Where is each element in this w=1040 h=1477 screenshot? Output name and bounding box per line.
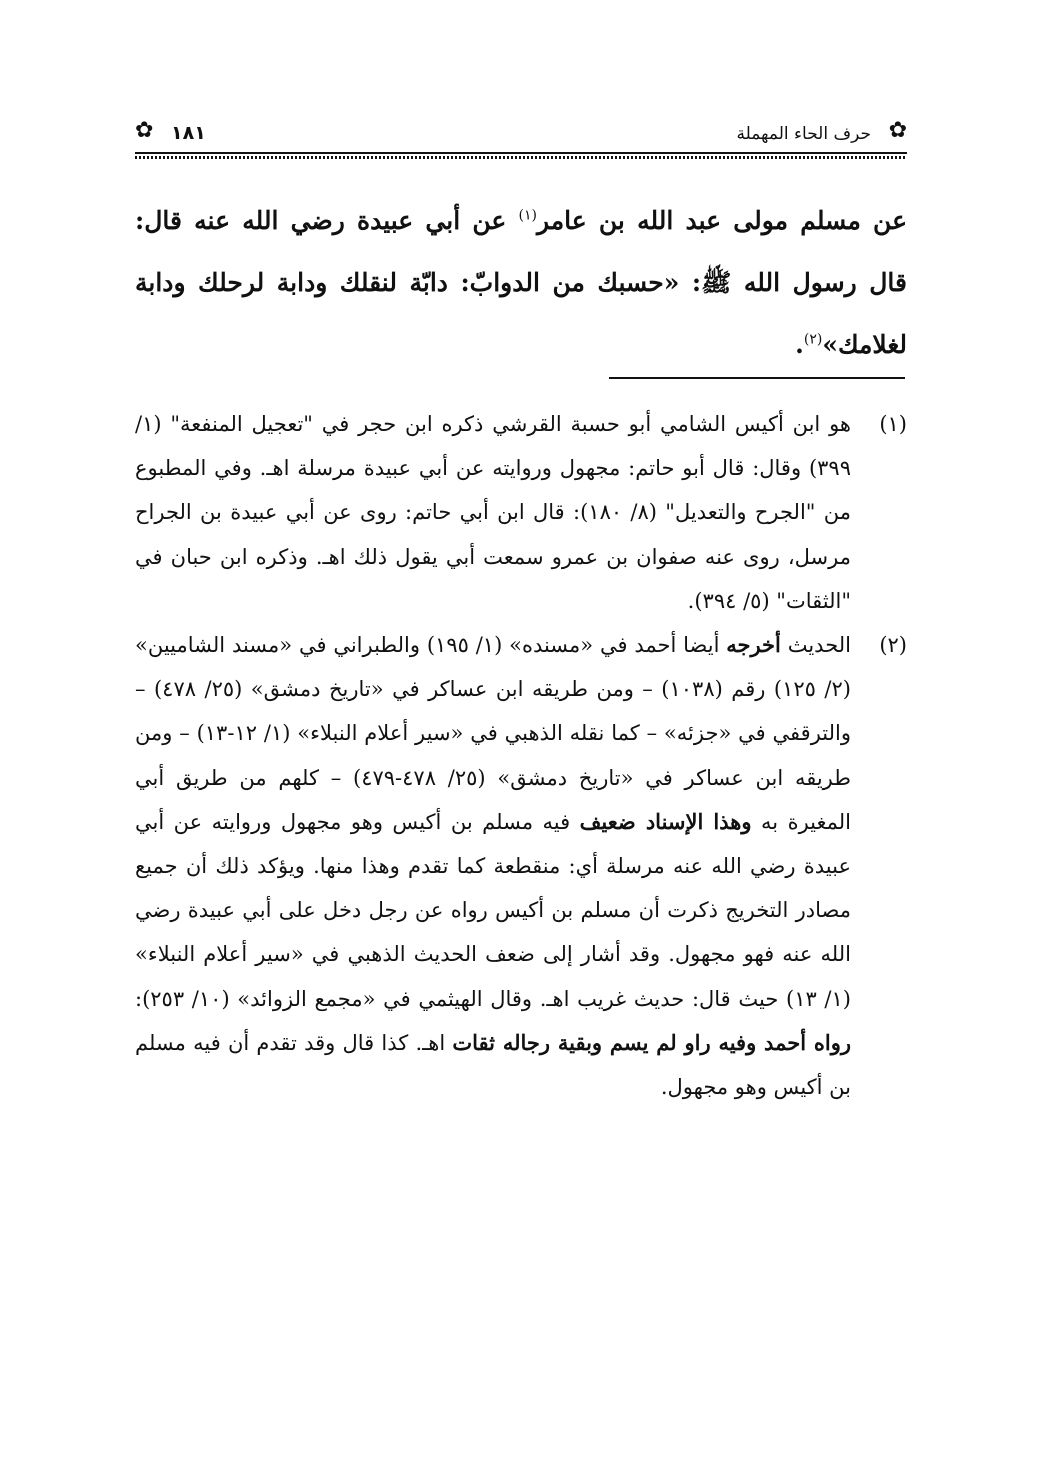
fn2-bold-a: أخرجه <box>726 632 781 658</box>
chapter-title: حرف الحاء المهملة <box>736 124 871 144</box>
footnote-2 <box>135 623 907 1109</box>
footnote-number: (١) <box>879 412 907 436</box>
running-header <box>135 118 907 158</box>
footnote-ref-2[interactable]: (٢) <box>803 331 823 348</box>
fn2-bold-b: وهذا الإسناد ضعيف <box>579 808 752 834</box>
ornament-right-icon: ✿ <box>888 118 907 143</box>
page-number: ١٨١ <box>171 122 206 144</box>
header-rule-dotted <box>135 156 907 159</box>
hadith-part-3: . <box>795 330 804 359</box>
header-rule <box>135 152 907 154</box>
footnote-number: (٢) <box>879 633 907 658</box>
footnote-ref-1[interactable]: (١) <box>518 207 537 224</box>
hadith-part-2: عن أبي عبيدة رضي الله عنه قال: قال رسول الله ﷺ: «حسبك من الدوابّ: دابّة لنقلك ودابة لرحلك ودابة لغلامك» <box>135 206 907 359</box>
fn2-bold-c: رواه أحمد وفيه راو لم يسم وبقية رجاله ثقات <box>452 1029 851 1055</box>
hadith-paragraph <box>135 190 907 376</box>
fn2-text-c: فيه مسلم بن أكيس وهو مجهول وروايته عن أبي عبيدة رضي الله عنه مرسلة أي: منقطعة كما تقدم وهذا منها. ويؤكد ذلك أن جميع مصادر التخريج ذكرت أن مسلم بن أكيس رواه عن رجل دخل على أبي عبيدة رضي الله عنه فهو مجهول. وقد أشار إلى ضعف الحديث الذهبي في «سير أعلام النبلاء» (١/ ١٣) حيث قال: حديث غريب اهـ. وقال الهيثمي في «مجمع الزوائد» (١٠/ ٢٥٣): <box>135 809 851 1011</box>
ornament-left-icon: ✿ <box>135 118 154 143</box>
footnotes <box>135 402 907 1109</box>
footnote-text: هو ابن أكيس الشامي أبو حسبة القرشي ذكره ابن حجر في "تعجيل المنفعة" (١/ ٣٩٩) وقال: قال أبو حاتم: مجهول وروايته عن أبي عبيدة مرسلة اهـ. وفي المطبوع من "الجرح والتعديل" (٨/ ١٨٠): قال ابن أبي حاتم: روى عن أبي عبيدة بن الجراح مرسل، روى عنه صفوان بن عمرو سمعت أبي يقول ذلك اهـ. وذكره ابن حبان في "الثقات" (٥/ ٣٩٤). <box>135 412 851 613</box>
hadith-text <box>135 190 907 376</box>
fn2-text-d: اهـ. كذا قال وقد تقدم أن فيه مسلم بن أكيس وهو مجهول. <box>135 1030 851 1100</box>
fn2-text-b: أيضا أحمد في «مسنده» (١/ ١٩٥) والطبراني في «مسند الشاميين» (٢/ ١٢٥) رقم (١٠٣٨) – ومن طريقه ابن عساكر في «تاريخ دمشق» (٢٥/ ٤٧٨) – والترقفي في «جزئه» – كما نقله الذهبي في «سير أعلام النبلاء» (١/ ١٢-١٣) – ومن طريقه ابن عساكر في «تاريخ دمشق» (٢٥/ ٤٧٨-٤٧٩) – كلهم من طريق أبي المغيرة به <box>135 633 852 834</box>
fn2-text-a: الحديث <box>780 633 851 658</box>
footnote-divider <box>609 377 905 379</box>
hadith-part-1: عن مسلم مولى عبد الله بن عامر <box>536 206 907 235</box>
footnote-text <box>135 623 851 1109</box>
footnote-1 <box>135 402 907 623</box>
